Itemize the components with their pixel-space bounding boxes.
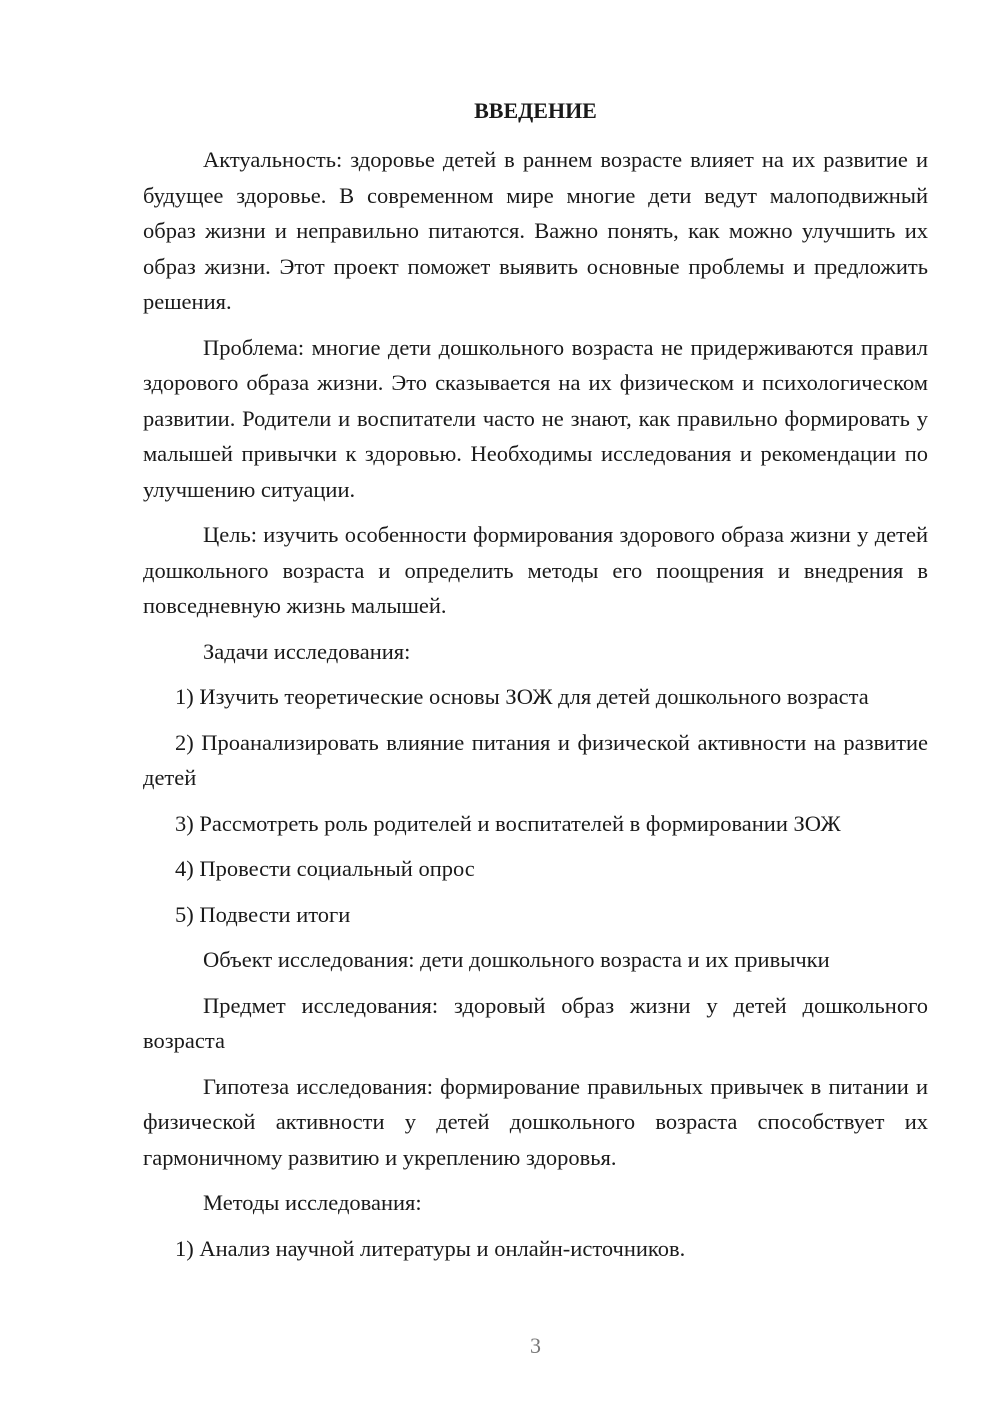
task-item-2: 2) Проанализировать влияние питания и физической активности на развитие детей [143,729,928,790]
section-title: ВВЕДЕНИЕ [474,98,597,123]
task-item-5: 5) Подвести итоги [175,901,351,927]
paragraph-relevance: Актуальность: здоровье детей в раннем возрасте влияет на их развитие и будущее здоровье. В современном мире многие дети ведут малоподвижный образ жизни и неправильно питаются. Важно понять, как можно улучшить их образ жизни. Этот проект поможет выявить основные проблемы и предложить решения. [143,147,928,314]
task-item-1: 1) Изучить теоретические основы ЗОЖ для детей дошкольного возраста [175,684,869,709]
paragraph-problem: Проблема: многие дети дошкольного возраста не придерживаются правил здорового образа жизни. Это сказывается на их физическом и психологическом развитии. Родители и воспитатели часто не знают, как правильно формировать у малышей привычки к здоровью. Необходимы исследования и рекомендации по улучшению ситуации. [143,334,928,502]
paragraph-subject: Предмет исследования: здоровый образ жизни у детей дошкольного возраста [143,992,928,1053]
task-item-4: 4) Провести социальный опрос [175,856,475,881]
task-item-3: 3) Рассмотреть роль родителей и воспитателей в формировании ЗОЖ [175,810,841,836]
body-text [143,142,928,1276]
page-number: 3 [530,1333,541,1358]
method-item-1: 1) Анализ научной литературы и онлайн-источников. [175,1235,686,1261]
paragraph-methods-heading: Методы исследования: [203,1190,422,1215]
paragraph-tasks-heading: Задачи исследования: [203,638,411,664]
paragraph-goal: Цель: изучить особенности формирования здорового образа жизни у детей дошкольного возраста и определить методы его поощрения и внедрения в повседневную жизнь малышей. [143,522,928,618]
paragraph-object: Объект исследования: дети дошкольного возраста и их привычки [203,947,830,972]
paragraph-hypothesis: Гипотеза исследования: формирование правильных привычек в питании и физической активности у детей дошкольного возраста способствует их гармоничному развитию и укреплению здоровья. [143,1073,928,1170]
document-page [143,0,928,1414]
